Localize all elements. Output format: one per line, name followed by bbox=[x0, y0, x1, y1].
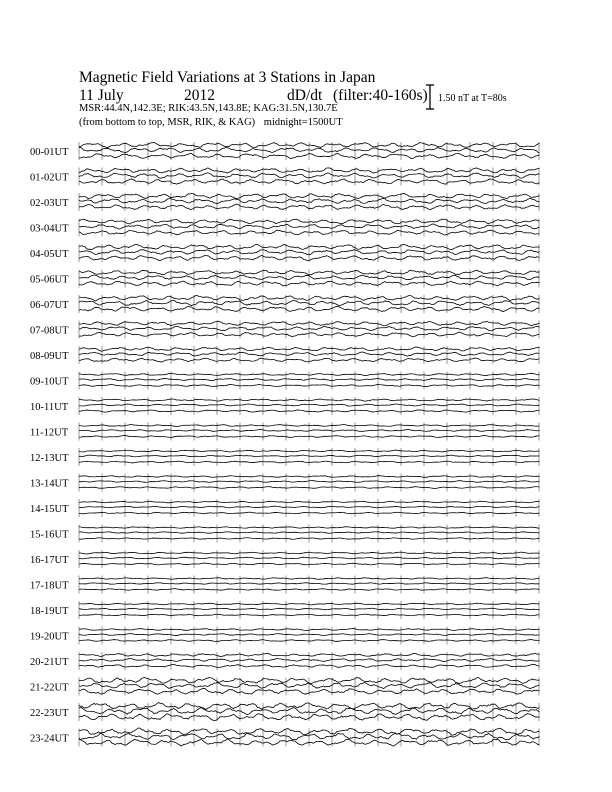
hour-label: 19-20UT bbox=[30, 631, 69, 643]
hour-label: 07-08UT bbox=[30, 325, 69, 337]
hour-label: 21-22UT bbox=[30, 682, 69, 694]
chart-title: Magnetic Field Variations at 3 Stations in Japan bbox=[79, 69, 376, 86]
date-day-month: 11 July bbox=[79, 87, 124, 104]
quantity-label: dD/dt bbox=[287, 87, 323, 104]
midnight-text: midnight=1500UT bbox=[263, 117, 343, 128]
hour-label: 08-09UT bbox=[30, 351, 69, 362]
hour-label: 20-21UT bbox=[30, 657, 69, 668]
hour-label: 01-02UT bbox=[30, 172, 69, 184]
hour-label: 15-16UT bbox=[30, 529, 69, 541]
hour-label: 23-24UT bbox=[30, 733, 69, 745]
stations-line: MSR:44.4N,142.3E; RIK:43.5N,143.8E; KAG:31.5N,130.7E bbox=[79, 103, 338, 114]
hour-label: 03-04UT bbox=[30, 223, 69, 235]
hour-label: 05-06UT bbox=[30, 274, 69, 286]
hour-label: 18-19UT bbox=[30, 606, 69, 617]
hour-label: 17-18UT bbox=[30, 580, 69, 592]
hour-label: 14-15UT bbox=[30, 504, 69, 515]
hour-label: 13-14UT bbox=[30, 478, 69, 490]
hour-label: 00-01UT bbox=[30, 147, 69, 158]
hour-label: 02-03UT bbox=[30, 198, 69, 209]
date-year: 2012 bbox=[184, 87, 215, 104]
order-text: (from bottom to top, MSR, RIK, & KAG) bbox=[79, 117, 256, 128]
hour-label: 06-07UT bbox=[30, 300, 69, 311]
hour-label: 09-10UT bbox=[30, 376, 69, 388]
hour-label: 16-17UT bbox=[30, 555, 69, 566]
hour-label: 22-23UT bbox=[30, 708, 69, 719]
filter-label: (filter:40-160s) bbox=[333, 87, 428, 104]
hour-label: 04-05UT bbox=[30, 249, 69, 260]
hour-label: 10-11UT bbox=[30, 402, 69, 413]
hour-label: 11-12UT bbox=[30, 427, 69, 439]
hour-label: 12-13UT bbox=[30, 453, 69, 464]
scale-bar-label: 1.50 nT at T=80s bbox=[438, 93, 507, 104]
